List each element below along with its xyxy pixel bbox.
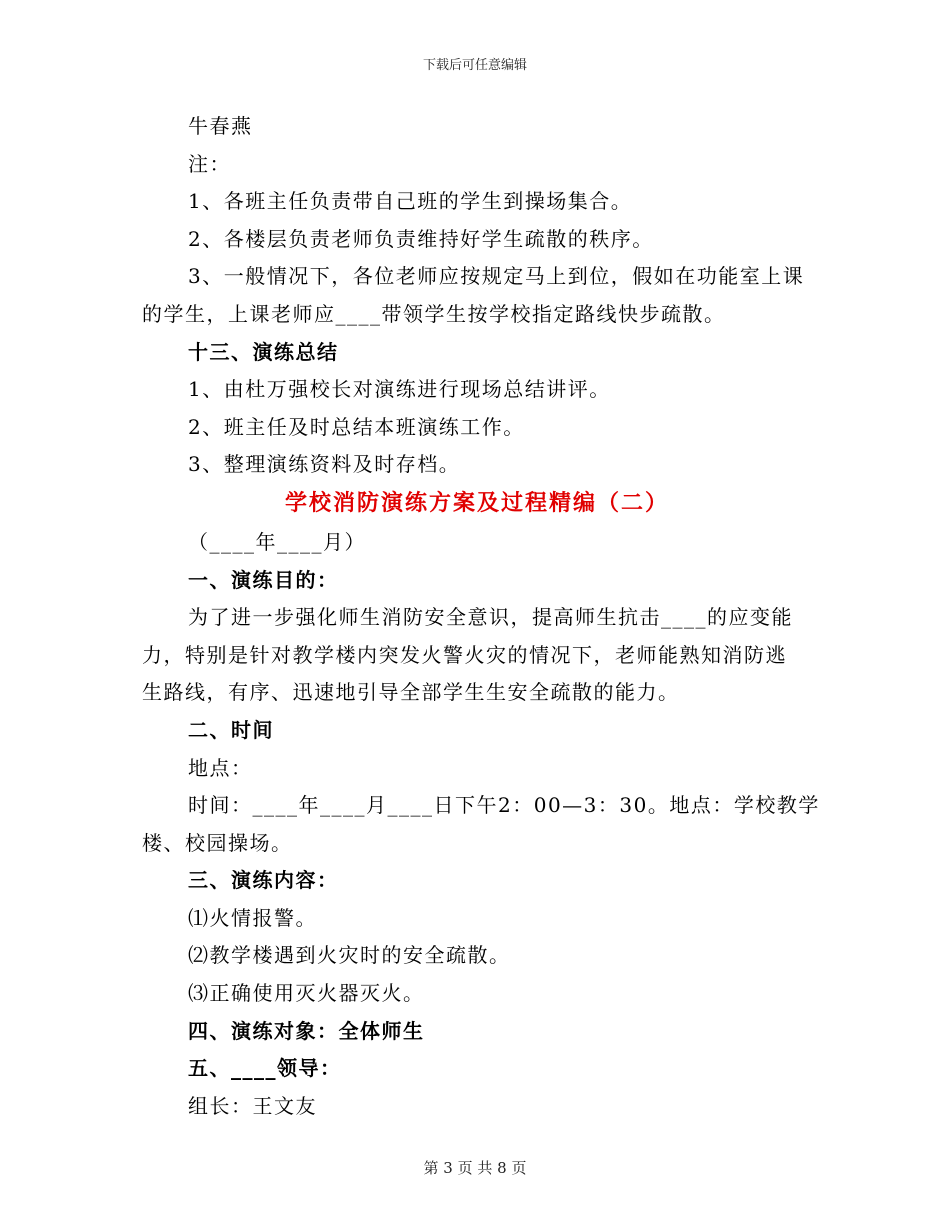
document-body xyxy=(142,108,820,1125)
paragraph-line: 力，特别是针对教学楼内突发火警火灾的情况下，老师能熟知消防逃 xyxy=(142,642,787,667)
paragraph-line: 的学生，上课老师应____带领学生按学校指定路线快步疏散。 xyxy=(142,301,726,326)
section-heading: 五、____领导： xyxy=(188,1056,342,1081)
paragraph-line: （____年____月） xyxy=(188,529,366,554)
paragraph-line: 1、由杜万强校长对演练进行现场总结讲评。 xyxy=(188,377,611,402)
section-heading: 十三、演练总结 xyxy=(188,339,339,364)
section-heading: 二、时间 xyxy=(188,717,274,742)
page-header: 下载后可任意编辑 xyxy=(422,58,527,73)
paragraph-line: 时间：____年____月____日下午2：00—3：30。地点：学校教学 xyxy=(188,793,820,818)
section-title: 学校消防演练方案及过程精编（二） xyxy=(284,490,669,516)
paragraph-line: 地点： xyxy=(188,755,253,780)
section-heading: 四、演练对象：全体师生 xyxy=(188,1018,425,1043)
paragraph-line: 3、一般情况下，各位老师应按规定马上到位，假如在功能室上课 xyxy=(188,264,805,289)
paragraph-line: 为了进一步强化师生消防安全意识，提高师生抗击____的应变能 xyxy=(188,605,793,630)
section-heading: 三、演练内容： xyxy=(188,868,339,893)
paragraph-line: 2、各楼层负责老师负责维持好学生疏散的秩序。 xyxy=(188,226,654,251)
paragraph-line: 3、整理演练资料及时存档。 xyxy=(188,452,461,477)
paragraph-line: 组长：王文友 xyxy=(188,1093,317,1118)
paragraph-line: 1、各班主任负责带自己班的学生到操场集合。 xyxy=(188,189,633,214)
paragraph-line: ⑵教学楼遇到火灾时的安全疏散。 xyxy=(188,943,511,968)
section-heading: 一、演练目的： xyxy=(188,567,339,592)
page-footer: 第 3 页 共 8 页 xyxy=(423,1159,527,1177)
paragraph-line: 生路线，有序、迅速地引导全部学生生安全疏散的能力。 xyxy=(142,680,680,705)
paragraph-line: 2、班主任及时总结本班演练工作。 xyxy=(188,414,525,439)
paragraph-line: 楼、校园操场。 xyxy=(142,830,293,855)
paragraph-line: ⑴火情报警。 xyxy=(188,905,317,930)
paragraph-line: 牛春燕 xyxy=(188,114,253,138)
paragraph-line: ⑶正确使用灭火器灭火。 xyxy=(188,981,425,1006)
paragraph-line: 注： xyxy=(188,151,231,176)
